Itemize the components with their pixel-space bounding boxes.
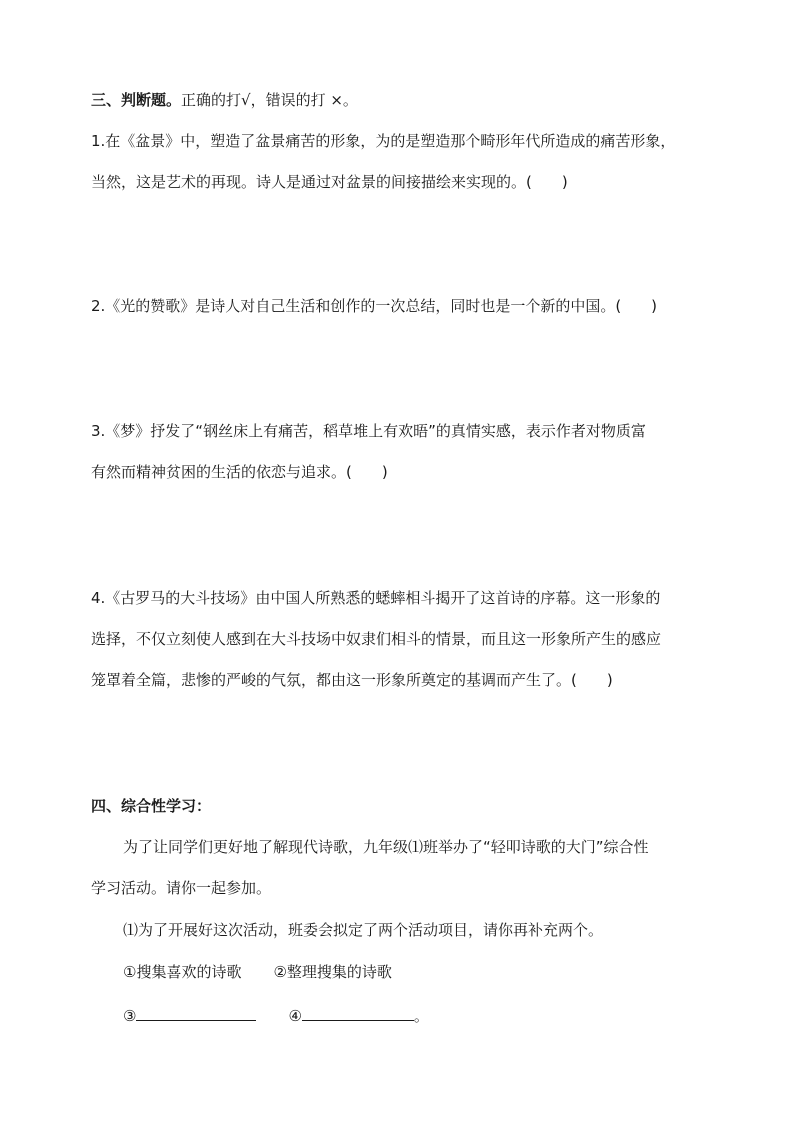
activity-item-3-blank[interactable] <box>136 1006 256 1021</box>
section-3-heading-instruction: 正确的打√，错误的打 ×。 <box>181 91 358 109</box>
question-4-line-2: 选择，不仅立刻使人感到在大斗技场中奴隶们相斗的情景，而且这一形象所产生的感应 <box>91 630 662 648</box>
section-4-heading: 四、综合性学习： <box>91 797 212 815</box>
section-4-intro-line-2: 学习活动。请你一起参加。 <box>91 879 272 897</box>
section-3-heading-label: 三、判断题。 <box>91 91 182 109</box>
question-3-line-1: 3.《梦》抒发了“钢丝床上有痛苦，稻草堆上有欢晤”的真情实感，表示作者对物质富 <box>91 422 646 440</box>
question-1-line-1: 1.在《盆景》中，塑造了盆景痛苦的形象，为的是塑造那个畸形年代所造成的痛苦形象， <box>91 132 676 150</box>
activity-items-blank <box>123 1006 429 1026</box>
section-4-intro-line-1: 为了让同学们更好地了解现代诗歌，九年级⑴班举办了“轻叩诗歌的大门”综合性 <box>123 838 649 856</box>
question-2-line-1: 2.《光的赞歌》是诗人对自己生活和创作的一次总结，同时也是一个新的中国。( ) <box>91 297 658 315</box>
question-1-line-2: 当然，这是艺术的再现。诗人是通过对盆景的间接描绘来实现的。( ) <box>91 173 568 191</box>
activity-item-2: ②整理搜集的诗歌 <box>273 963 392 981</box>
activity-item-4-marker: ④ <box>288 1007 302 1025</box>
section-3-heading <box>91 90 358 110</box>
activity-item-1: ①搜集喜欢的诗歌 <box>123 963 242 981</box>
activity-items-end-mark: 。 <box>413 1007 429 1025</box>
activity-items-given <box>123 962 392 982</box>
sub-question-1: ⑴为了开展好这次活动，班委会拟定了两个活动项目，请你再补充两个。 <box>123 921 604 939</box>
activity-item-4-blank[interactable] <box>302 1006 414 1021</box>
question-3-line-2: 有然而精神贫困的生活的依恋与追求。( ) <box>91 463 388 481</box>
question-4-line-1: 4.《古罗马的大斗技场》由中国人所熟悉的蟋蟀相斗揭开了这首诗的序幕。这一形象的 <box>91 589 661 607</box>
activity-item-3-marker: ③ <box>123 1007 137 1025</box>
question-4-line-3: 笼罩着全篇，悲惨的严峻的气氛，都由这一形象所奠定的基调而产生了。( ) <box>91 671 613 689</box>
